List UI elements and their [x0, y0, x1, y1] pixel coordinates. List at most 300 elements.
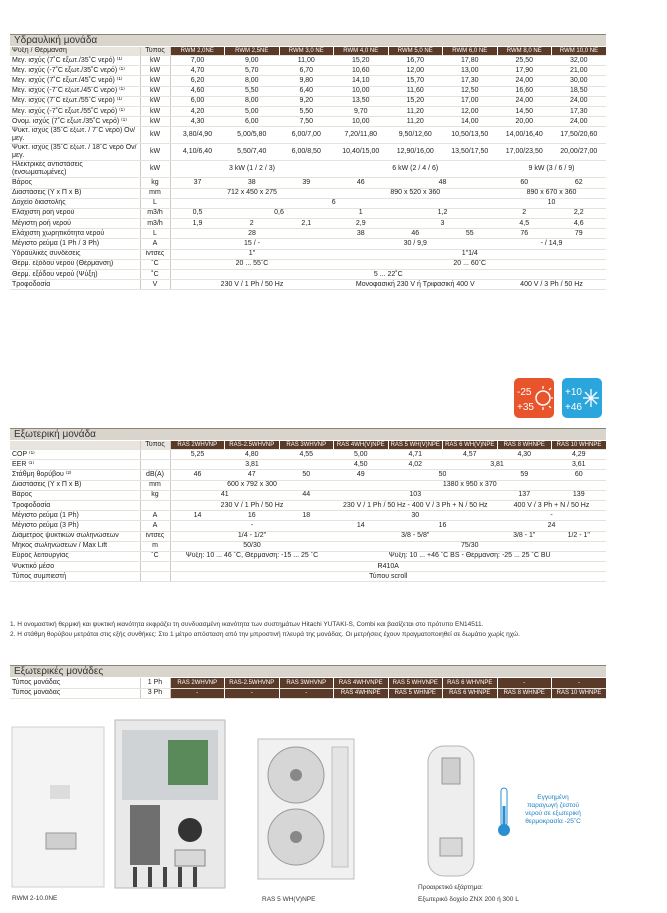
value-cell: 55 — [443, 229, 498, 239]
value-cell: 4,50 — [334, 460, 389, 470]
value-cell: 12,00 — [443, 106, 498, 116]
row-label: Τύπος μονάδας — [10, 678, 140, 688]
value-cell: 3/8 - 5/8" — [334, 531, 498, 541]
row-unit: kW — [140, 161, 170, 178]
row-unit — [140, 500, 170, 510]
footnote-1: 1. Η ονομαστική θερμική και ψυκτική ικανότητα εκφράζει τη συνδυασμένη ικανότητα των συστημάτων Hitachi YUTAKI-S, Combi και βασίζεται στο πρότυπο EN14511. — [10, 621, 484, 628]
model-header: RWM 2,0NE — [170, 47, 225, 56]
value-cell: - / 14,9 — [497, 239, 606, 249]
row-unit: kW — [140, 127, 170, 144]
row-label: Μεγ. ισχύς (-7˚C εξωτ./55˚C νερό) ⁽¹⁾ — [10, 106, 140, 116]
value-cell: 14 — [170, 511, 225, 521]
table-row — [10, 551, 606, 561]
table-row — [10, 178, 606, 188]
value-cell: 712 x 450 x 275 — [170, 188, 334, 198]
value-cell: 4,71 — [388, 450, 443, 460]
caption-tank-line2: Εξωτερικό δοχείο ZNX 200 ή 300 L — [418, 896, 519, 903]
row-label: Θερμ. εξόδου νερού (Ψύξη) — [10, 270, 140, 280]
value-cell: RAS-2.5WHVNP — [225, 678, 280, 688]
value-cell: 2,2 — [552, 208, 607, 218]
value-cell: 5 ... 22˚C — [170, 270, 606, 280]
table-row — [10, 511, 606, 521]
row-label: Μήκος σωληνώσεων / Max Lift — [10, 541, 140, 551]
table-row — [10, 490, 606, 500]
row-label: COP ⁽¹⁾ — [10, 450, 140, 460]
value-cell: 16,70 — [388, 56, 443, 66]
value-cell: 9,80 — [279, 76, 334, 86]
cool-min: +10 — [565, 387, 582, 398]
snowflake-icon — [562, 378, 602, 418]
value-cell: 10,60 — [334, 66, 389, 76]
value-cell: 5,50 — [225, 86, 280, 96]
value-cell: 3 kW (1 / 2 / 3) — [170, 161, 334, 178]
value-cell: 24,00 — [497, 96, 552, 106]
value-cell: 17,30 — [552, 106, 607, 116]
value-cell: 103 — [334, 490, 498, 500]
row-unit: ˚C — [140, 551, 170, 561]
model-header: RWM 5,0 NE — [388, 47, 443, 56]
value-cell: 6,00/7,00 — [279, 127, 334, 144]
value-cell: 2,9 — [334, 219, 389, 229]
hydraulic-spec-table — [10, 47, 606, 290]
header-unit: Τύπος — [140, 47, 170, 56]
row-unit: kg — [140, 178, 170, 188]
table-row — [10, 688, 606, 698]
value-cell: 16,60 — [497, 86, 552, 96]
row-unit: kg — [140, 490, 170, 500]
value-cell: 59 — [497, 470, 552, 480]
value-cell: 13,00 — [443, 66, 498, 76]
note-line: θερμοκρασία -25˚C — [525, 818, 581, 825]
row-unit — [140, 450, 170, 460]
header-row — [10, 441, 606, 450]
table-row — [10, 562, 606, 572]
value-cell: 20 ... 55˚C — [170, 259, 334, 269]
section-title-hydraulic: Υδραυλική μονάδα — [10, 34, 606, 46]
value-cell: 17,80 — [443, 56, 498, 66]
value-cell: 30 — [334, 511, 498, 521]
value-cell: 47 — [225, 470, 280, 480]
value-cell: 1/4 - 1/2" — [170, 531, 334, 541]
row-unit: ίντσες — [140, 531, 170, 541]
row-unit: ίντσες — [140, 249, 170, 259]
row-label: Δοχείο διαστολής — [10, 198, 140, 208]
table-row — [10, 96, 606, 106]
section-title-outdoor: Εξωτερική μονάδα — [10, 428, 606, 440]
header-label: Ψύξη / Θέρμανση — [10, 47, 140, 56]
value-cell: RAS 6 WHVNPE — [443, 678, 498, 688]
value-cell: 46 — [334, 178, 389, 188]
note-line: Εγγυημένη — [537, 794, 569, 801]
value-cell: 20,00/27,00 — [552, 144, 607, 161]
value-cell: 37 — [170, 178, 225, 188]
value-cell: 17,90 — [497, 66, 552, 76]
value-cell: 2 — [225, 219, 280, 229]
value-cell: 3,81 — [170, 460, 334, 470]
row-label: Διάμετρος ψυκτικών σωληνώσεων — [10, 531, 140, 541]
model-header: RWM 6,0 NE — [443, 47, 498, 56]
value-cell: 6,00/8,50 — [279, 144, 334, 161]
warm-water-note — [514, 794, 592, 826]
value-cell: 1,2 — [388, 208, 497, 218]
row-label: Ελάχιστη χωρητικότητα νερού — [10, 229, 140, 239]
value-cell: 4,20 — [170, 106, 225, 116]
value-cell: 0,6 — [225, 208, 334, 218]
value-cell: 5,00/5,80 — [225, 127, 280, 144]
value-cell: 12,00 — [388, 66, 443, 76]
row-unit: ˚C — [140, 259, 170, 269]
value-cell: RAS 8 WHNPE — [497, 688, 552, 698]
table-row — [10, 161, 606, 178]
value-cell: 5,50/7,40 — [225, 144, 280, 161]
table-row — [10, 572, 606, 582]
value-cell: 75/30 — [334, 541, 607, 551]
value-cell: 15,20 — [388, 96, 443, 106]
row-label: Μέγιστο ρεύμα (1 Ph) — [10, 511, 140, 521]
value-cell: 17,50/20,60 — [552, 127, 607, 144]
row-unit: kW — [140, 106, 170, 116]
value-cell: 18 — [279, 511, 334, 521]
value-cell: 14,00 — [443, 117, 498, 127]
model-header: RAS-2.5WHVNP — [225, 441, 280, 450]
value-cell: 30,00 — [552, 76, 607, 86]
value-cell: 50 — [279, 470, 334, 480]
value-cell: 4,57 — [443, 450, 498, 460]
value-cell: 4,6 — [552, 219, 607, 229]
row-unit: mm — [140, 188, 170, 198]
value-cell: 17,00/23,50 — [497, 144, 552, 161]
value-cell: 8,00 — [225, 76, 280, 86]
value-cell: 11,60 — [388, 86, 443, 96]
header-row — [10, 47, 606, 56]
value-cell: 0,5 — [170, 208, 225, 218]
cool-max: +46 — [565, 402, 582, 413]
value-cell: 21,00 — [552, 66, 607, 76]
footnote-2: 2. Η στάθμη θορύβου μετράται στις εξής συνθήκες: Στο 1 μέτρο απόσταση από την μπροστινή πλευρά της μονάδας. Οι μετρήσεις έχουν πραγματοποιηθεί σε δωμάτιο χωρίς ηχώ. — [10, 631, 520, 638]
model-header: RWM 3,0 NE — [279, 47, 334, 56]
table-row — [10, 198, 606, 208]
value-cell: 9,70 — [334, 106, 389, 116]
outdoor-units-table — [10, 678, 606, 699]
model-header: RAS 2WHVNP — [170, 441, 225, 450]
value-cell: 1"1/4 — [334, 249, 607, 259]
caption-hydraulic-unit: RWM 2-10.0NE — [12, 895, 58, 902]
heat-max: +35 — [517, 402, 534, 413]
row-label: Ελάχιστη ροή νερού — [10, 208, 140, 218]
value-cell: 44 — [279, 490, 334, 500]
value-cell: 16 — [225, 511, 280, 521]
table-row — [10, 56, 606, 66]
value-cell: 9,50/12,60 — [388, 127, 443, 144]
table-row — [10, 450, 606, 460]
value-cell: 2,1 — [279, 219, 334, 229]
table-row — [10, 480, 606, 490]
value-cell: 15,70 — [388, 76, 443, 86]
table-row — [10, 678, 606, 688]
value-cell: 24,00 — [497, 76, 552, 86]
value-cell: 24,00 — [552, 117, 607, 127]
value-cell: Μονοφασική 230 V ή Τριφασική 400 V — [334, 280, 498, 290]
value-cell: 6,00 — [170, 96, 225, 106]
value-cell: 4,5 — [497, 219, 552, 229]
value-cell: 3 — [388, 219, 497, 229]
thermometer-icon — [497, 786, 511, 838]
value-cell: 4,30 — [170, 117, 225, 127]
value-cell: 11,20 — [388, 106, 443, 116]
row-label: Θερμ. εξόδου νερού (Θέρμανση) — [10, 259, 140, 269]
table-row — [10, 208, 606, 218]
value-cell: 38 — [225, 178, 280, 188]
value-cell: 50/30 — [170, 541, 334, 551]
value-cell: 25,50 — [497, 56, 552, 66]
value-cell: 5,00 — [334, 450, 389, 460]
value-cell: 4,10/6,40 — [170, 144, 225, 161]
value-cell: 11,00 — [279, 56, 334, 66]
value-cell: RAS 5 WHVNPE — [388, 678, 443, 688]
value-cell: RAS 4WHVNPE — [334, 678, 389, 688]
row-unit: m3/h — [140, 219, 170, 229]
row-label: Μεγ. ισχύς (-7˚C εξωτ./35˚C νερό) ⁽¹⁾ — [10, 66, 140, 76]
caption-outdoor-unit: RAS 5 WH(V)NPE — [262, 896, 316, 903]
value-cell: 32,00 — [552, 56, 607, 66]
hydraulic-unit-picture — [10, 715, 230, 890]
row-label: Ψυκτ. ισχύς (35˚C εξωτ. / 7˚C νερό) Ον/μεγ. — [10, 127, 140, 144]
model-header: RAS 5 WH(V)NPE — [388, 441, 443, 450]
table-row — [10, 106, 606, 116]
row-unit: A — [140, 511, 170, 521]
value-cell: 7,20/11,80 — [334, 127, 389, 144]
table-row — [10, 66, 606, 76]
row-unit: 3 Ph — [140, 688, 170, 698]
value-cell: 4,02 — [388, 460, 443, 470]
row-unit: L — [140, 229, 170, 239]
value-cell: 79 — [552, 229, 607, 239]
table-row — [10, 127, 606, 144]
value-cell: - — [497, 511, 606, 521]
value-cell: 15 / - — [170, 239, 334, 249]
value-cell: 6 — [170, 198, 497, 208]
value-cell: 28 — [170, 229, 334, 239]
heat-min: -25 — [517, 387, 532, 398]
value-cell: RAS 4WHNPE — [334, 688, 389, 698]
value-cell: 4,70 — [170, 66, 225, 76]
value-cell: 60 — [552, 470, 607, 480]
sun-icon — [514, 378, 554, 418]
model-header: RWM 8,0 NE — [497, 47, 552, 56]
row-label: Ονομ. ισχύς (7˚C εξωτ./35˚C νερό) ⁽¹⁾ — [10, 117, 140, 127]
value-cell: 2 — [497, 208, 552, 218]
value-cell: 12,50 — [443, 86, 498, 96]
model-header: RAS 8 WHNPE — [497, 441, 552, 450]
row-unit: m3/h — [140, 208, 170, 218]
value-cell: 890 x 670 x 360 — [497, 188, 606, 198]
heating-range-badge — [514, 378, 554, 418]
value-cell: 24 — [497, 521, 606, 531]
row-unit — [140, 562, 170, 572]
value-cell: 230 V / 1 Ph / 50 Hz - 400 V / 3 Ph + N / 50 Hz — [334, 500, 498, 510]
row-label: Ψυκτ. ισχύς (35˚C εξωτ. / 18˚C νερό Ον/μεγ. — [10, 144, 140, 161]
note-line: παραγωγή ζεστού — [526, 802, 580, 809]
value-cell: 5,70 — [225, 66, 280, 76]
value-cell: 3,80/4,90 — [170, 127, 225, 144]
model-header: RWM 4,0 NE — [334, 47, 389, 56]
value-cell: 3,61 — [552, 460, 607, 470]
row-unit: 1 Ph — [140, 678, 170, 688]
value-cell: 3/8 - 1" — [497, 531, 552, 541]
value-cell: Ψύξη: 10 ... 46 ˚C, Θέρμανση: -15 ... 25 ˚C — [170, 551, 334, 561]
value-cell: 400 V / 3 Ph + N / 50 Hz — [497, 500, 606, 510]
value-cell: 230 V / 1 Ph / 50 Hz — [170, 280, 334, 290]
table-row — [10, 144, 606, 161]
value-cell: - — [279, 688, 334, 698]
value-cell: - — [170, 521, 334, 531]
value-cell: 18,50 — [552, 86, 607, 96]
value-cell: 5,25 — [170, 450, 225, 460]
header-label — [10, 441, 140, 450]
note-line: νερού σε εξωτερική — [525, 810, 581, 817]
table-row — [10, 541, 606, 551]
row-label: Μέγιστη ροή νερού — [10, 219, 140, 229]
value-cell: 4,80 — [225, 450, 280, 460]
row-label: Τύπος μονάδας — [10, 688, 140, 698]
table-row — [10, 470, 606, 480]
row-unit: A — [140, 521, 170, 531]
value-cell: 6,20 — [170, 76, 225, 86]
table-row — [10, 270, 606, 280]
row-label: Τροφοδοσία — [10, 500, 140, 510]
footnotes — [10, 620, 650, 640]
value-cell: 30 / 9,9 — [334, 239, 498, 249]
value-cell: 39 — [279, 178, 334, 188]
value-cell: 9,20 — [279, 96, 334, 106]
row-label: Μεγ. ισχύς (7˚C εξωτ./55˚C νερό) ⁽¹⁾ — [10, 96, 140, 106]
value-cell: RAS 6 WHNPE — [443, 688, 498, 698]
value-cell: - — [225, 688, 280, 698]
row-label: Ψυκτικό μέσο — [10, 562, 140, 572]
row-label: Βάρος — [10, 178, 140, 188]
value-cell: 6,00 — [225, 117, 280, 127]
table-row — [10, 259, 606, 269]
value-cell: 6,40 — [279, 86, 334, 96]
row-label: Μεγ. ισχύς (7˚C εξωτ./45˚C νερό) ⁽¹⁾ — [10, 76, 140, 86]
value-cell: 6 kW (2 / 4 / 6) — [334, 161, 498, 178]
value-cell: 3,81 — [443, 460, 552, 470]
table-row — [10, 219, 606, 229]
row-label: Μέγιστο ρεύμα (3 Ph) — [10, 521, 140, 531]
value-cell: RAS 10 WHNPE — [552, 688, 607, 698]
row-unit: kW — [140, 56, 170, 66]
value-cell: 41 — [170, 490, 279, 500]
value-cell: 890 x 520 x 360 — [334, 188, 498, 198]
table-row — [10, 76, 606, 86]
value-cell: 1380 x 950 x 370 — [334, 480, 607, 490]
row-label: Μεγ. ισχύς (-7˚C εξωτ./45˚C νερό) ⁽¹⁾ — [10, 86, 140, 96]
value-cell: 14,10 — [334, 76, 389, 86]
value-cell: 1/2 - 1" — [552, 531, 607, 541]
table-row — [10, 280, 606, 290]
table-row — [10, 239, 606, 249]
model-header: RWM 10,0 NE — [552, 47, 607, 56]
row-unit: V — [140, 280, 170, 290]
value-cell: 15,20 — [334, 56, 389, 66]
value-cell: 46 — [170, 470, 225, 480]
value-cell: RAS 5 WHNPE — [388, 688, 443, 698]
value-cell: 10 — [497, 198, 606, 208]
value-cell: 1" — [170, 249, 334, 259]
value-cell: 10,40/15,00 — [334, 144, 389, 161]
value-cell: 14 — [334, 521, 389, 531]
value-cell: 1 — [334, 208, 389, 218]
row-label: Εύρος λειτουργίας — [10, 551, 140, 561]
value-cell: 16 — [388, 521, 497, 531]
value-cell: 46 — [388, 229, 443, 239]
row-unit: A — [140, 239, 170, 249]
value-cell: 230 V / 1 Ph / 50 Hz — [170, 500, 334, 510]
value-cell: - — [497, 678, 552, 688]
row-label: Υδραυλικές συνδέσεις — [10, 249, 140, 259]
section-title-outdoor-units: Εξωτερικές μονάδες — [10, 665, 606, 677]
row-label: Διαστάσεις (Υ x Π x Β) — [10, 188, 140, 198]
row-unit: kW — [140, 66, 170, 76]
row-unit: kW — [140, 96, 170, 106]
value-cell: Ψύξη: 10 ... +46 ˚C BS - Θέρμανση: -25 ... 25 ˚C BU — [334, 551, 607, 561]
value-cell: 20,00 — [497, 117, 552, 127]
row-unit: kW — [140, 76, 170, 86]
value-cell: - — [552, 678, 607, 688]
table-row — [10, 188, 606, 198]
row-label: Διαστάσεις (Υ x Π x Β) — [10, 480, 140, 490]
value-cell: 4,30 — [497, 450, 552, 460]
value-cell: 600 x 792 x 300 — [170, 480, 334, 490]
value-cell: 5,00 — [225, 106, 280, 116]
value-cell: 76 — [497, 229, 552, 239]
value-cell: 24,00 — [552, 96, 607, 106]
row-label: Τροφοδοσία — [10, 280, 140, 290]
value-cell: 400 V / 3 Ph / 50 Hz — [497, 280, 606, 290]
value-cell: 50 — [388, 470, 497, 480]
table-row — [10, 117, 606, 127]
value-cell: R410A — [170, 562, 606, 572]
value-cell: RAS 3WHVNP — [279, 678, 334, 688]
model-header: RAS 6 WH(V)NPE — [443, 441, 498, 450]
row-label: Μέγιστο ρεύμα (1 Ph / 3 Ph) — [10, 239, 140, 249]
table-row — [10, 460, 606, 470]
row-label: Τύπος συμπιεστή — [10, 572, 140, 582]
row-label: Βάρος — [10, 490, 140, 500]
table-row — [10, 531, 606, 541]
row-unit: kW — [140, 86, 170, 96]
value-cell: 8,00 — [225, 96, 280, 106]
value-cell: 10,00 — [334, 86, 389, 96]
value-cell: 7,50 — [279, 117, 334, 127]
row-unit: mm — [140, 480, 170, 490]
value-cell: 12,90/16,00 — [388, 144, 443, 161]
value-cell: 13,50 — [334, 96, 389, 106]
value-cell: 4,55 — [279, 450, 334, 460]
table-row — [10, 86, 606, 96]
value-cell: 20 ... 60˚C — [334, 259, 607, 269]
row-unit: kW — [140, 144, 170, 161]
model-header: RAS 10 WHNPE — [552, 441, 607, 450]
row-unit: ˚C — [140, 270, 170, 280]
header-unit: Τύπος — [140, 441, 170, 450]
value-cell: 9 kW (3 / 6 / 9) — [497, 161, 606, 178]
value-cell: 11,20 — [388, 117, 443, 127]
caption-tank-line1: Προαιρετικό εξάρτημα: — [418, 884, 483, 891]
row-label: Ηλεκτρικές αντιστάσεις (ενσωματωμένες) — [10, 161, 140, 178]
value-cell: 60 — [497, 178, 552, 188]
cooling-range-badge — [562, 378, 602, 418]
